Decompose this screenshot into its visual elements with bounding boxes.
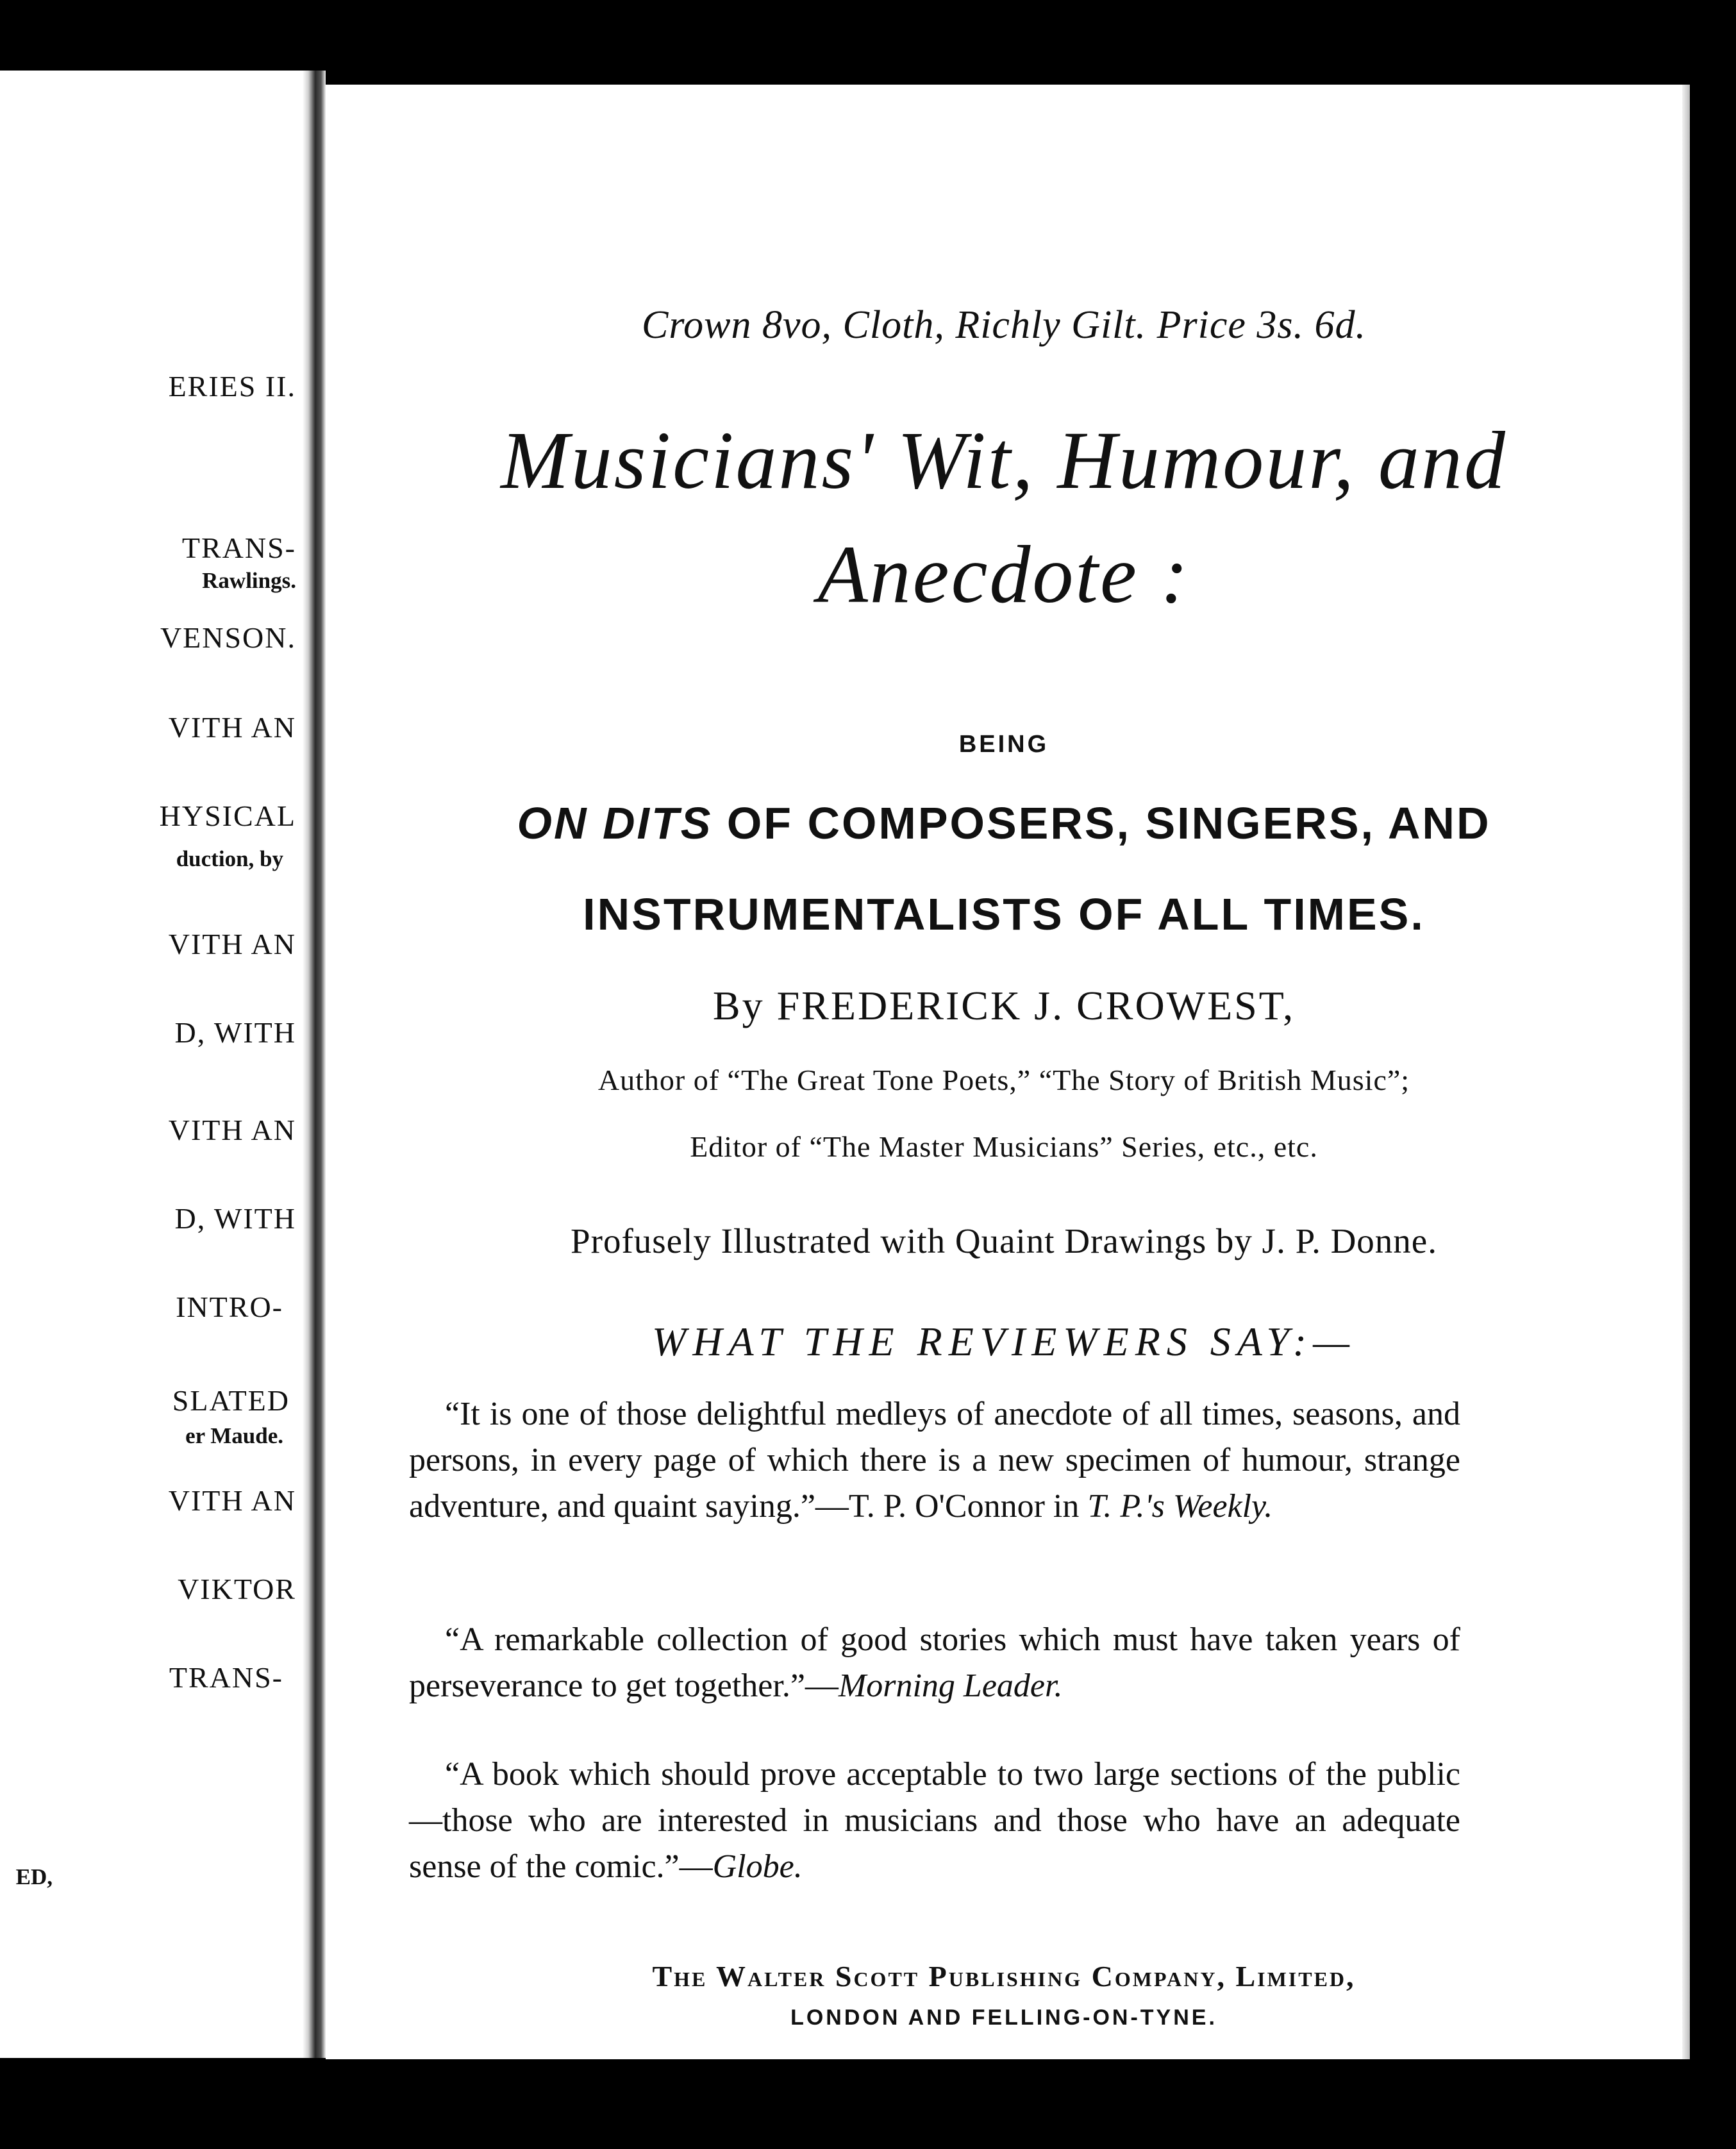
advertisement-page bbox=[326, 85, 1682, 2059]
left-line: VITH AN bbox=[168, 1484, 296, 1517]
left-line: D, WITH bbox=[174, 1202, 296, 1235]
left-line: ED, bbox=[15, 1864, 53, 1889]
being-label: BEING bbox=[958, 731, 1049, 758]
left-line: duction, by bbox=[176, 846, 283, 871]
review-source: Morning Leader. bbox=[838, 1668, 1063, 1704]
subtitle-line-1 bbox=[326, 798, 1682, 849]
left-line: er Maude. bbox=[185, 1423, 283, 1448]
left-line: HYSICAL bbox=[159, 799, 296, 832]
review-quote-1 bbox=[409, 1391, 1460, 1530]
left-line: TRANS- bbox=[169, 1661, 283, 1694]
left-line: INTRO- bbox=[176, 1291, 283, 1323]
book-title-line-1: Musicians' Wit, Humour, and bbox=[501, 415, 1507, 506]
left-line: VITH AN bbox=[168, 928, 296, 960]
author-line: By FREDERICK J. CROWEST, bbox=[712, 983, 1296, 1028]
review-source: T. P.'s Weekly. bbox=[1087, 1488, 1273, 1525]
review-text: “A remarkable collection of good stories which must have taken years of perseverance to get together.”— bbox=[409, 1621, 1460, 1704]
review-source: Globe. bbox=[712, 1848, 803, 1885]
author-credit-line-2: Editor of “The Master Musicians” Series, etc., etc. bbox=[690, 1130, 1318, 1163]
left-line: TRANS- bbox=[181, 531, 296, 564]
review-text: “It is one of those delightful medleys of anecdote of all times, seasons, and persons, in every page of which there is a new specimen of humour, strange adventure, and quaint saying.”—T. P. O'Connor in bbox=[409, 1396, 1460, 1525]
left-line: D, WITH bbox=[174, 1016, 296, 1049]
left-line: VENSON. bbox=[160, 621, 296, 654]
on-dits-text: ON DITS bbox=[517, 798, 713, 848]
review-quote-2 bbox=[409, 1617, 1460, 1709]
subtitle-line-1-rest: OF COMPOSERS, SINGERS, AND bbox=[712, 798, 1491, 848]
publisher-location: LONDON AND FELLING-ON-TYNE. bbox=[790, 2005, 1217, 2030]
left-line: ERIES II. bbox=[168, 370, 296, 403]
price-line: Crown 8vo, Cloth, Richly Gilt. Price 3s. 6d. bbox=[641, 303, 1367, 347]
publisher-name: The Walter Scott Publishing Company, Limited, bbox=[652, 1960, 1356, 1993]
left-line: VIKTOR bbox=[178, 1573, 296, 1605]
left-line: Rawlings. bbox=[202, 568, 296, 593]
illustration-credit: Profusely Illustrated with Quaint Drawings by J. P. Donne. bbox=[571, 1221, 1437, 1260]
reviews-heading: WHAT THE REVIEWERS SAY:— bbox=[652, 1319, 1356, 1364]
subtitle-line-2: INSTRUMENTALISTS OF ALL TIMES. bbox=[583, 889, 1425, 939]
left-line: VITH AN bbox=[168, 1114, 296, 1146]
left-line: VITH AN bbox=[168, 711, 296, 744]
left-line: SLATED bbox=[172, 1384, 290, 1417]
left-facing-page bbox=[0, 71, 303, 2058]
book-gutter bbox=[303, 71, 326, 2058]
review-text: “A book which should prove acceptable to two large sections of the public—those who are interested in musicians and those who have an adequate sense of the comic.”— bbox=[409, 1756, 1460, 1885]
page-edge bbox=[1682, 85, 1690, 2059]
author-credit-line-1: Author of “The Great Tone Poets,” “The Story of British Music”; bbox=[597, 1064, 1410, 1096]
review-quote-3 bbox=[409, 1752, 1460, 1890]
book-title-line-2: Anecdote : bbox=[817, 529, 1190, 620]
